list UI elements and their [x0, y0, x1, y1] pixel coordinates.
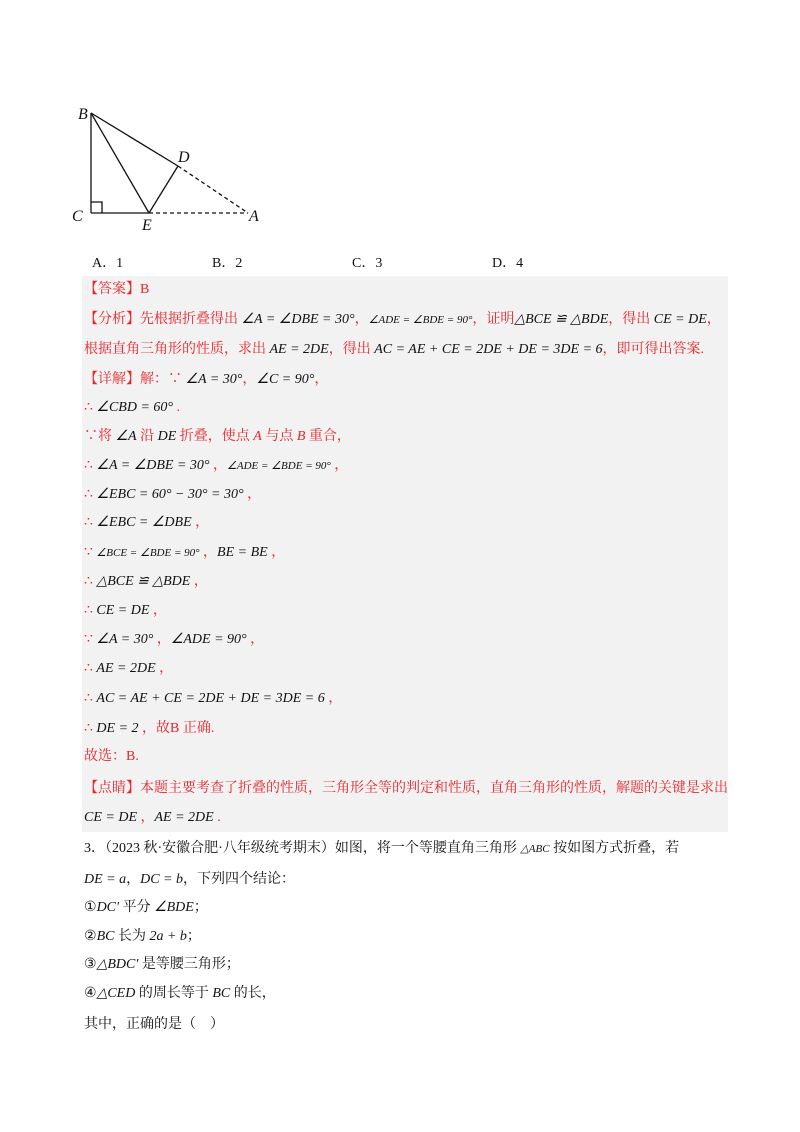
math-expression: ∠C = 90°: [256, 372, 315, 387]
solution-line: [84, 630, 264, 650]
text-segment: .: [213, 810, 221, 825]
text-segment: 3．（2023 秋·安徽合肥·八年级统考期末）如图，将一个等腰直角三角形: [84, 841, 521, 856]
text-segment: ∴: [84, 458, 97, 473]
solution-line: [84, 485, 261, 505]
math-expression: ∠ADE = 90°: [170, 632, 247, 647]
solution-line: [84, 543, 285, 563]
text-segment: 【点睛】本题主要考查了折叠的性质，三角形全等的判定和性质，直角三角形的性质，解题的关键是求出: [84, 781, 728, 796]
text-segment: ，故B 正确.: [138, 721, 215, 736]
math-expression: ∠BDE: [154, 900, 194, 915]
text-segment: .: [173, 400, 181, 415]
text-segment: ④: [84, 986, 97, 1001]
question-line: [84, 955, 240, 975]
math-expression: BC: [96, 929, 115, 944]
text-segment: ，: [242, 372, 257, 387]
text-segment: ，: [243, 487, 262, 502]
text-segment: 按如图方式折叠，若: [549, 841, 680, 856]
text-segment: ，得出: [608, 312, 654, 327]
math-expression: DE: [157, 429, 177, 444]
text-segment: ∵: [84, 545, 97, 560]
math-expression: ∠ADE = ∠BDE = 90°: [368, 314, 473, 326]
math-expression: AE = 2DE: [269, 342, 329, 357]
math-expression: BC: [212, 986, 231, 1001]
text-segment: 根据直角三角形的性质，求出: [84, 342, 270, 357]
math-expression: △BCE ≌ △BDE: [514, 312, 609, 327]
text-segment: ∵将: [84, 429, 116, 444]
label-c: C: [72, 208, 83, 225]
text-segment: ∴: [84, 515, 97, 530]
math-expression: ∠EBC = ∠DBE: [96, 515, 192, 530]
text-segment: ，: [209, 458, 228, 473]
math-expression: DC = b: [140, 872, 184, 887]
right-angle-marker: [91, 202, 102, 213]
solution-line: [84, 779, 728, 799]
question-line: [84, 839, 679, 859]
text-segment: ∴: [84, 603, 97, 618]
text-segment: 沿: [136, 429, 158, 444]
math-expression: △ABC: [520, 843, 550, 855]
solution-line: [84, 719, 214, 739]
option-a: A．1: [92, 256, 124, 271]
question-line: [84, 870, 295, 890]
math-expression: A: [253, 429, 262, 444]
math-expression: AE = 2DE: [154, 810, 214, 825]
text-segment: ，: [149, 603, 167, 618]
math-expression: B: [296, 429, 306, 444]
math-expression: AC = AE + CE = 2DE + DE = 3DE = 6: [374, 342, 603, 357]
text-segment: ∴: [84, 400, 97, 415]
text-segment: 【分析】先根据折叠得出: [84, 312, 242, 327]
text-segment: 其中，正确的是（ ）: [84, 1017, 224, 1032]
math-expression: AE = 2DE: [96, 661, 156, 676]
math-expression: △BDC′: [96, 957, 139, 972]
text-segment: ，: [190, 574, 208, 589]
math-expression: BE = BE: [217, 545, 268, 560]
math-expression: AC = AE + CE = 2DE + DE = 3DE = 6: [96, 691, 325, 706]
solution-line: [84, 513, 209, 533]
text-segment: 折叠，使点: [176, 429, 254, 444]
text-segment: ③: [84, 957, 97, 972]
math-expression: ∠A = 30°: [185, 372, 243, 387]
label-e: E: [142, 217, 152, 234]
option-d: D．4: [492, 256, 524, 271]
solution-line: [84, 747, 139, 767]
text-segment: ，: [330, 458, 349, 473]
text-segment: ∴: [84, 661, 97, 676]
text-segment: 【答案】: [84, 282, 140, 297]
text-segment: ∴: [84, 721, 97, 736]
math-expression: ∠CBD = 60°: [96, 400, 174, 415]
text-segment: B: [140, 282, 150, 297]
solution-line: [84, 340, 704, 360]
segment-ed: [149, 166, 178, 213]
text-segment: 平分: [119, 900, 155, 915]
text-segment: 是等腰三角形；: [138, 957, 240, 972]
text-segment: ，: [706, 312, 721, 327]
text-segment: ∴: [84, 691, 97, 706]
text-segment: ，即可得出答案.: [602, 342, 705, 357]
solution-line: [84, 659, 173, 679]
math-expression: ∠EBC = 60° − 30° = 30°: [96, 487, 244, 502]
math-expression: CE = DE: [96, 603, 150, 618]
text-segment: ；: [193, 900, 208, 915]
math-expression: ∠A: [115, 429, 137, 444]
text-segment: ，: [137, 810, 155, 825]
text-segment: 与点: [261, 429, 297, 444]
text-segment: ①: [84, 900, 97, 915]
text-segment: ，: [354, 312, 369, 327]
solution-line: [84, 689, 342, 709]
text-segment: ，: [324, 691, 343, 706]
math-expression: ∠BCE = ∠BDE = 90°: [96, 547, 200, 559]
math-expression: DE = 2: [96, 721, 139, 736]
math-expression: ∠A = 30°: [96, 632, 154, 647]
math-expression: 2a + b: [149, 929, 187, 944]
text-segment: ，: [199, 545, 218, 560]
math-expression: ∠A = ∠DBE = 30°: [96, 458, 210, 473]
text-segment: ∵: [84, 632, 97, 647]
question-line: [84, 898, 208, 918]
text-segment: ②: [84, 929, 97, 944]
math-expression: DE = a: [84, 872, 127, 887]
solution-line: [84, 370, 328, 390]
math-expression: CE = DE: [653, 312, 707, 327]
text-segment: ，下列四个结论：: [183, 872, 296, 887]
segment-bd: [91, 113, 178, 166]
question-line: [84, 1015, 224, 1035]
label-a: A: [249, 208, 259, 225]
math-expression: ∠A = ∠DBE = 30°: [241, 312, 355, 327]
option-c: C．3: [352, 256, 383, 271]
text-segment: 重合，: [305, 429, 351, 444]
text-segment: ，: [153, 632, 171, 647]
solution-line: [84, 398, 180, 418]
math-expression: △CED: [96, 986, 136, 1001]
solution-line: [84, 280, 149, 300]
text-segment: ∴: [84, 487, 97, 502]
text-segment: ，: [126, 872, 141, 887]
math-expression: CE = DE: [84, 810, 137, 825]
text-segment: ，: [155, 661, 174, 676]
solution-line: [84, 456, 348, 476]
text-segment: ，: [267, 545, 286, 560]
text-segment: 故选：B.: [84, 749, 139, 764]
solution-line: [84, 572, 208, 592]
text-segment: ∴: [84, 574, 97, 589]
text-segment: ，得出: [328, 342, 375, 357]
text-segment: 的周长等于: [135, 986, 213, 1001]
segment-da-dashed: [178, 166, 248, 213]
label-d: D: [178, 149, 190, 166]
text-segment: 的长，: [230, 986, 276, 1001]
question-line: [84, 927, 201, 947]
text-segment: 【详解】解：∵: [84, 372, 186, 387]
text-segment: ；: [186, 929, 201, 944]
label-b: B: [78, 106, 88, 123]
solution-line: [84, 601, 167, 621]
text-segment: 长为: [114, 929, 150, 944]
math-expression: ∠ADE = ∠BDE = 90°: [227, 460, 331, 472]
solution-line: [84, 808, 221, 828]
math-expression: DC′: [96, 900, 120, 915]
text-segment: ，证明: [472, 312, 515, 327]
text-segment: ，: [246, 632, 265, 647]
question-line: [84, 984, 276, 1004]
segment-be: [91, 113, 149, 213]
text-segment: ，: [191, 515, 210, 530]
solution-line: [84, 427, 351, 447]
solution-line: [84, 310, 721, 330]
triangle-fold-figure: [0, 0, 300, 240]
text-segment: ，: [314, 372, 329, 387]
math-expression: △BCE ≌ △BDE: [96, 574, 191, 589]
option-b: B．2: [212, 256, 243, 271]
